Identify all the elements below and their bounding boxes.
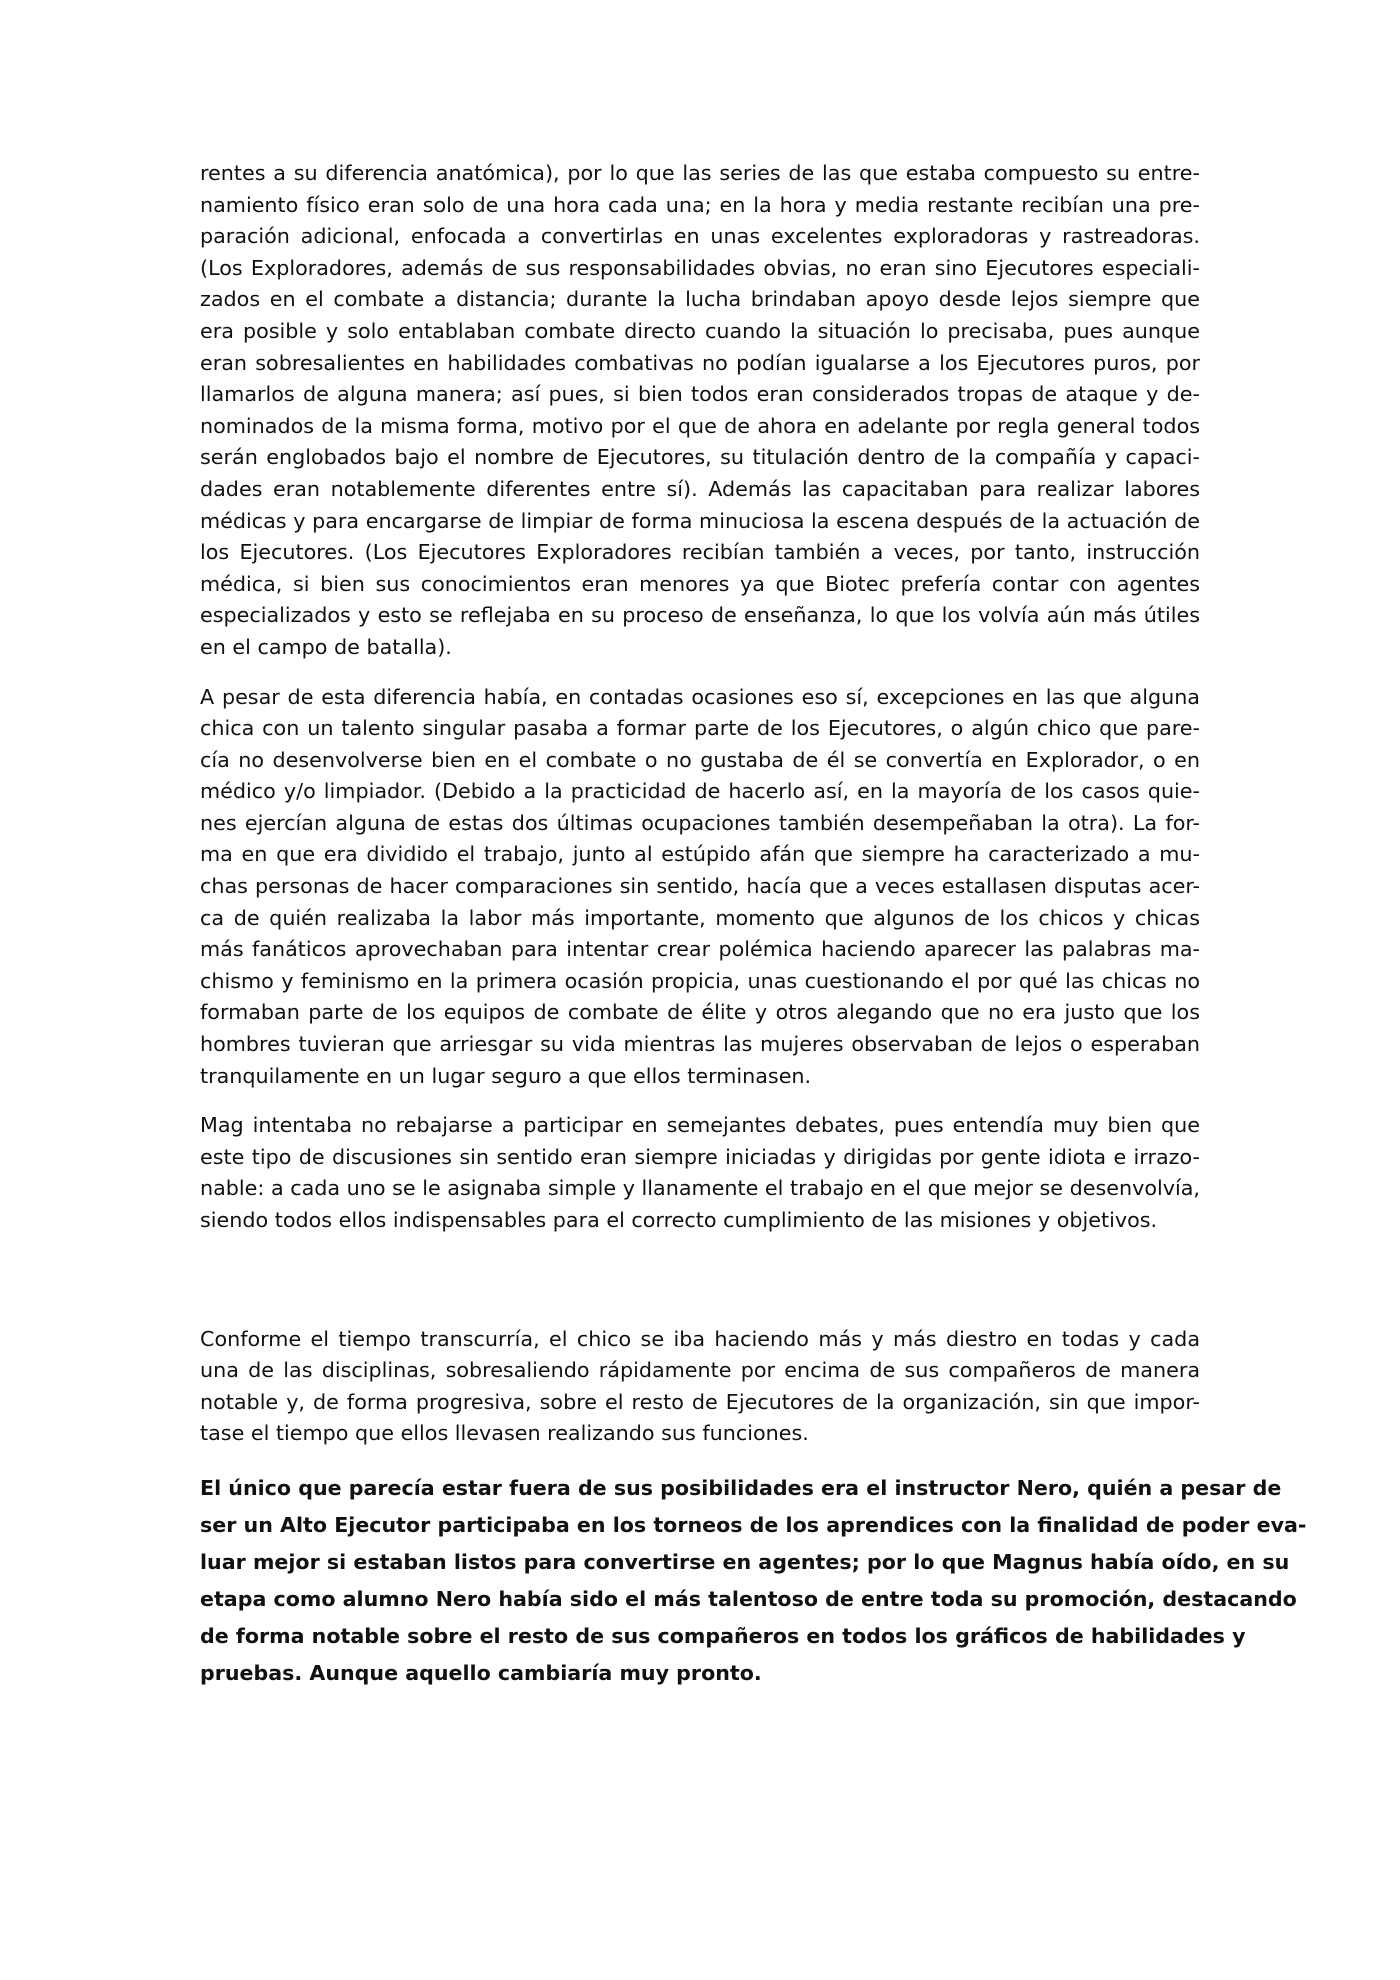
text-line: nominados de la misma forma, motivo por el que de ahora en adelante por regla general todos (200, 413, 1200, 438)
text-line: A pesar de esta diferencia había, en contadas ocasiones eso sí, excepciones en las que alguna (200, 684, 1200, 709)
document-body (200, 158, 1307, 1692)
text-line: El único que parecía estar fuera de sus posibilidades era el instructor Nero, quién a pesar de (200, 1475, 1282, 1500)
text-line: rentes a su diferencia anatómica), por lo que las series de las que estaba compuesto su entre- (200, 161, 1200, 185)
text-line: siendo todos ellos indispensables para el correcto cumplimiento de las misiones y objetivos. (200, 1208, 1158, 1232)
text-line: paración adicional, enfocada a convertirlas en unas excelentes exploradoras y rastreadoras. (200, 224, 1200, 249)
paragraph-5-bold (200, 1470, 1307, 1692)
text-line: cía no desenvolverse bien en el combate o no gustaba de él se convertía en Explorador, o en (200, 747, 1200, 772)
text-line: nes ejercían alguna de estas dos últimas ocupaciones también desempeñaban la otra). La for- (200, 810, 1200, 835)
paragraph-4 (200, 1324, 1200, 1450)
text-line: era posible y solo entablaban combate directo cuando la situación lo precisaba, pues aunque (200, 318, 1200, 343)
text-line: formaban parte de los equipos de combate de élite y otros alegando que no era justo que los (200, 1000, 1200, 1025)
text-line: pruebas. Aunque aquello cambiaría muy pronto. (200, 1660, 762, 1685)
paragraph-1 (200, 158, 1200, 664)
text-line: médico y/o limpiador. (Debido a la practicidad de hacerlo así, en la mayoría de los casos quie- (200, 779, 1200, 804)
paragraph-2 (200, 682, 1200, 1093)
text-line: chica con un talento singular pasaba a formar parte de los Ejecutores, o algún chico que pare- (200, 716, 1200, 741)
text-line: médica, si bien sus conocimientos eran menores ya que Biotec prefería contar con agentes (200, 571, 1200, 596)
paragraph-3 (200, 1110, 1200, 1236)
text-line: más fanáticos aprovechaban para intentar crear polémica haciendo aparecer las palabras ma- (200, 937, 1200, 962)
text-line: en el campo de batalla). (200, 634, 452, 659)
text-line: serán englobados bajo el nombre de Ejecutores, su titulación dentro de la compañía y capaci- (200, 445, 1200, 470)
text-line: ma en que era dividido el trabajo, junto al estúpido afán que siempre ha caracterizado a mu- (200, 842, 1200, 867)
text-line: eran sobresalientes en habilidades combativas no podían igualarse a los Ejecutores puros, por (200, 350, 1200, 375)
text-line: ser un Alto Ejecutor participaba en los torneos de los aprendices con la finalidad de poder eva- (200, 1512, 1307, 1537)
text-line: Conforme el tiempo transcurría, el chico se iba haciendo más y más diestro en todas y cada (200, 1326, 1200, 1351)
text-line: notable y, de forma progresiva, sobre el resto de Ejecutores de la organización, sin que impor- (200, 1389, 1200, 1414)
text-line: zados en el combate a distancia; durante la lucha brindaban apoyo desde lejos siempre que (200, 287, 1200, 312)
text-line: especializados y esto se reflejaba en su proceso de enseñanza, lo que los volvía aún más útiles (200, 603, 1200, 628)
text-line: médicas y para encargarse de limpiar de forma minuciosa la escena después de la actuación de (200, 508, 1200, 533)
text-line: luar mejor si estaban listos para convertirse en agentes; por lo que Magnus había oído, en su (200, 1549, 1290, 1574)
text-line: (Los Exploradores, además de sus responsabilidades obvias, no eran sino Ejecutores especiali- (200, 255, 1200, 280)
text-line: este tipo de discusiones sin sentido eran siempre iniciadas y dirigidas por gente idiota e irrazo- (200, 1144, 1200, 1169)
text-line: una de las disciplinas, sobresaliendo rápidamente por encima de sus compañeros de manera (200, 1358, 1200, 1383)
text-line: de forma notable sobre el resto de sus compañeros en todos los gráficos de habilidades y (200, 1623, 1246, 1648)
text-line: los Ejecutores. (Los Ejecutores Exploradores recibían también a veces, por tanto, instrucción (200, 540, 1200, 565)
text-line: dades eran notablemente diferentes entre sí). Además las capacitaban para realizar labores (200, 476, 1200, 501)
text-line: hombres tuvieran que arriesgar su vida mientras las mujeres observaban de lejos o esperaban (200, 1032, 1200, 1057)
text-line: llamarlos de alguna manera; así pues, si bien todos eran considerados tropas de ataque y de- (200, 382, 1200, 407)
text-line: namiento físico eran solo de una hora cada una; en la hora y media restante recibían una pre- (200, 192, 1200, 217)
text-line: ca de quién realizaba la labor más importante, momento que algunos de los chicos y chicas (200, 905, 1200, 930)
text-line: tranquilamente en un lugar seguro a que ellos terminasen. (200, 1063, 812, 1088)
text-line: Mag intentaba no rebajarse a participar en semejantes debates, pues entendía muy bien que (200, 1113, 1200, 1138)
text-line: etapa como alumno Nero había sido el más talentoso de entre toda su promoción, destacando (200, 1586, 1297, 1611)
text-line: tase el tiempo que ellos llevasen realizando sus funciones. (200, 1421, 809, 1446)
text-line: nable: a cada uno se le asignaba simple y llanamente el trabajo en el que mejor se desenvolvía, (200, 1176, 1200, 1201)
text-line: chas personas de hacer comparaciones sin sentido, hacía que a veces estallasen disputas acer- (200, 874, 1200, 899)
text-line: chismo y feminismo en la primera ocasión propicia, unas cuestionando el por qué las chicas no (200, 968, 1200, 993)
